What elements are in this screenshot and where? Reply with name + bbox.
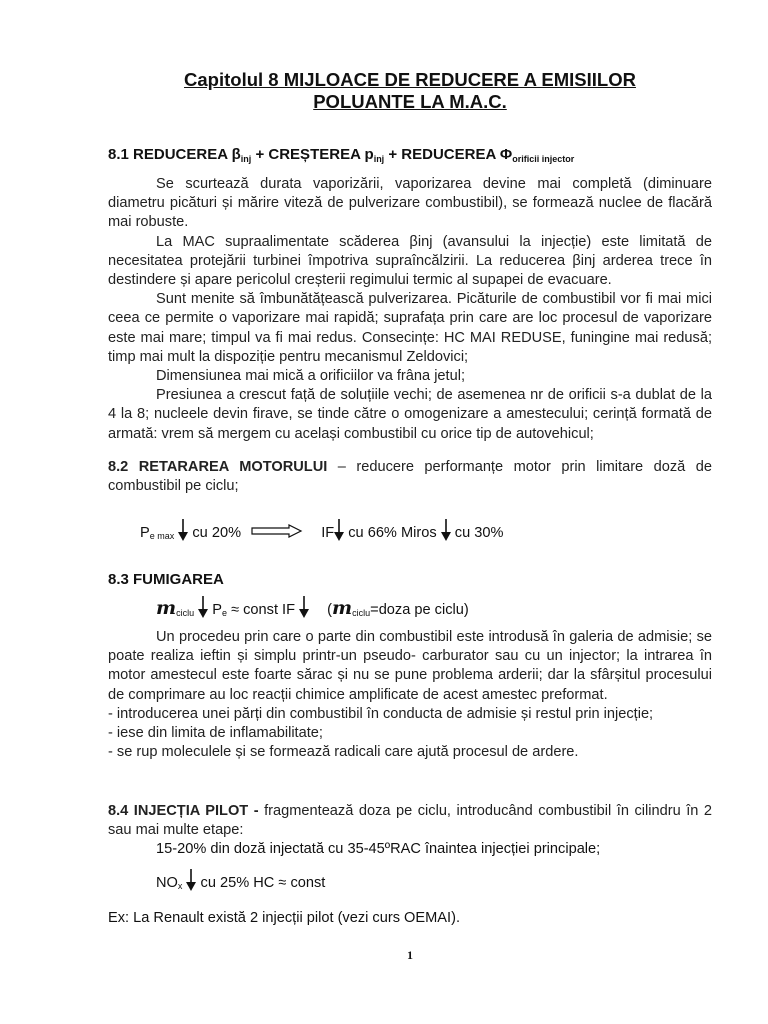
paragraph: Se scurtează durata vaporizării, vaporizarea devine mai completă (diminuare diametru picături și mărire viteză de pulverizare combustibil), se formează nuclee de flacără mai robuste. <box>108 176 712 231</box>
section-8-4-formula <box>156 869 325 891</box>
paragraph: La MAC supraalimentate scăderea βinj (avansului la injecție) este limitată de necesitatea protejării turbinei împotriva supraîncălzirii. La reducerea βinj arderea trece în destindere și apare pericolul creșterii regimului termic al supapei de evacuare. <box>108 233 712 289</box>
chapter-title-line-1: Capitolul 8 MIJLOACE DE REDUCERE A EMISIILOR <box>184 69 636 90</box>
p-symbol: P <box>140 525 150 541</box>
m-symbol: m <box>332 597 353 619</box>
section-8-1-body <box>108 175 712 444</box>
phi-symbol: Φ <box>499 146 513 163</box>
down-arrow-icon <box>198 596 208 618</box>
heading-text: + REDUCEREA <box>384 146 500 163</box>
p-symbol: P <box>212 602 222 618</box>
heading-text: 8.1 REDUCEREA <box>108 146 232 163</box>
p-symbol: p <box>364 146 374 163</box>
if-symbol: IF <box>321 525 335 541</box>
m-symbol: m <box>156 597 177 619</box>
page-number: 1 <box>407 948 413 962</box>
paren: ( <box>327 602 333 618</box>
section-8-1-heading <box>108 146 574 164</box>
down-arrow-icon <box>178 519 188 541</box>
implies-arrow-icon <box>251 524 303 538</box>
section-8-4-example: Ex: La Renault există 2 injecții pilot (vezi curs OEMAI). <box>108 910 461 926</box>
subscript: e <box>221 608 227 618</box>
no-symbol: NO <box>156 875 178 891</box>
section-8-3-formula <box>156 596 469 619</box>
subscript: ciclu <box>352 608 371 618</box>
bullet-item: - iese din limita de inflamabilitate; <box>108 725 323 742</box>
section-8-4-heading <box>108 802 712 840</box>
paragraph: Dimensiunea mai mică a orificiilor va frâna jetul; <box>156 368 466 385</box>
heading-text: + CREȘTEREA <box>251 146 365 163</box>
section-8-4-line: 15-20% din doză injectată cu 35-45ºRAC înaintea injecției principale; <box>156 841 601 857</box>
definition-text: =doza pe ciclu) <box>370 602 469 618</box>
value-text: cu 30% <box>454 525 504 541</box>
subscript: ciclu <box>176 608 195 618</box>
value-text: cu 25% HC ≈ const <box>200 875 326 891</box>
subscript-inj: inj <box>373 154 385 164</box>
chapter-title <box>100 69 720 113</box>
section-8-3-body <box>108 628 712 762</box>
paragraph: Sunt menite să îmbunătățească pulverizarea. Picăturile de combustibil vor fi mai mici ceea ce permite o vaporizare mai rapidă; suprafața prin care are loc procesul de vaporizare este mai mare; timpul va fi mai redus. Consecințe: HC MAI REDUSE, funingine mai redusă; timp mai mult la dispoziție pentru mecanismul Zeldovici; <box>108 291 712 365</box>
bullet-item: - se rup moleculele și se formează radicali care ajută procesul de ardere. <box>108 744 579 761</box>
subscript: e max <box>149 531 175 541</box>
heading-text: 8.4 INJECȚIA PILOT - <box>108 803 259 819</box>
section-8-2-heading <box>108 458 712 496</box>
subscript-orificii: orificii injector <box>512 154 575 164</box>
chapter-title-line-2: POLUANTE LA M.A.C. <box>313 91 507 112</box>
value-text: cu 66% Miros <box>348 525 437 541</box>
down-arrow-icon <box>186 869 196 891</box>
down-arrow-icon <box>441 519 451 541</box>
bullet-item: - introducerea unei părți din combustibil în conducta de admisie și restul prin injecție; <box>108 705 654 722</box>
beta-symbol: β <box>231 146 241 163</box>
section-8-2-formula <box>140 519 503 541</box>
heading-description: – reducere performanțe motor prin limitare doză de combustibil pe ciclu; <box>108 459 712 495</box>
heading-description: fragmentează doza pe ciclu, introducând combustibil în cilindru în 2 sau mai multe etape: <box>108 803 712 839</box>
value-text: cu 20% <box>192 525 242 541</box>
paragraph: Presiunea a crescut față de soluțiile vechi; de asemenea nr de orificii s-a dublat de la 4 la 8; nucleele devin firave, se tinde către o omogenizare a amestecului; cerință formată de armată: vrem să mergem cu același combustibil cu orice tip de autovehicul; <box>108 387 712 442</box>
down-arrow-icon <box>299 596 309 618</box>
paragraph: Un procedeu prin care o parte din combustibil este introdusă în galeria de admisie; se poate realiza ieftin și simplu printr-un pseudo- carburator sau cu un injector; la intrarea în motor amestecul este foarte sărac și nu se pune problema arderii; dar la sfârșitul procesului de comprimare au loc reacții chimice amplificate de acest amestec preformat. <box>108 629 712 703</box>
section-8-3-heading: 8.3 FUMIGAREA <box>108 571 224 588</box>
subscript: x <box>177 881 183 891</box>
heading-text: 8.2 RETARAREA MOTORULUI <box>108 459 328 475</box>
subscript-inj: inj <box>240 154 252 164</box>
const-text: ≈ const IF <box>231 602 296 618</box>
down-arrow-icon <box>334 519 344 541</box>
